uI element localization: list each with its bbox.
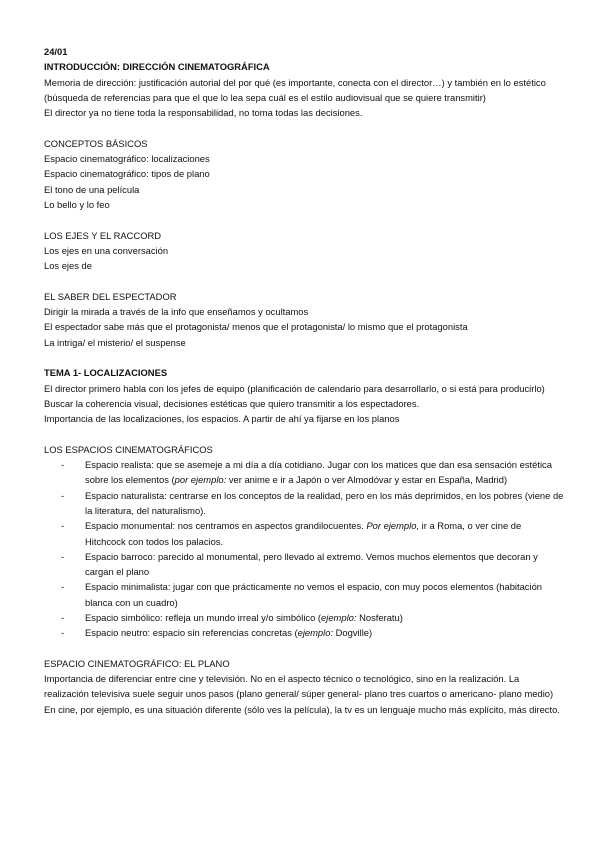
list-dash: - (61, 550, 65, 562)
plano-paragraph: Importancia de diferenciar entre cine y televisión. No en el aspecto técnico o tecnológico, sino en la realización. La realización televisiva suele seguir unos pasos (plano general/ súper general- plano tres cuartos o americano- plano medio) En cine, por ejemplo, es una situación diferente (sólo ves la película), la tv es un lenguaje mucho más explícito, más directo. (44, 673, 560, 715)
list-dash: - (61, 627, 65, 639)
espectador-heading: EL SABER DEL ESPECTADOR (44, 290, 177, 302)
espacio-neutro-text-end: Dogville) (333, 627, 373, 639)
espacios-list (44, 457, 564, 641)
espacio-monumental-text-end: ir a Roma, o ver cine de Hitchcock con todos los palacios. (85, 520, 522, 547)
espectador-item: El espectador sabe más que el protagonista/ menos que el protagonista/ lo mismo que el protagonista (44, 321, 468, 333)
date-heading: 24/01 (44, 46, 68, 57)
espectador-item: Dirigir la mirada a través de la info que enseñamos y ocultamos (44, 306, 309, 318)
espacio-minimalista-text: Espacio minimalista: jugar con que prácticamente no vemos el espacio, con muy pocos elementos (habitación blanca con un cuadro) (85, 581, 543, 608)
list-dash: - (61, 581, 65, 593)
list-dash: - (61, 520, 65, 532)
espacio-simbolico-text-end: Nosferatu) (356, 611, 403, 623)
conceptos-item: Espacio cinematográfico: tipos de plano (44, 168, 210, 180)
espacio-realista-item (44, 457, 564, 488)
intro-director-paragraph: El director ya no tiene toda la responsabilidad, no toma todas las decisiones. (44, 107, 363, 119)
example-label: ejemplo: (297, 627, 334, 639)
conceptos-item: Lo bello y lo feo (44, 198, 110, 210)
spacer (44, 120, 564, 135)
espacio-neutro-text: Espacio neutro: espacio sin referencias concretas ( (85, 627, 298, 639)
espacio-barroco-text: Espacio barroco: parecido al monumental, pero llevado al extremo. Vemos muchos elementos que decoran y cargan el plano (85, 550, 538, 578)
espacio-simbolico-text: Espacio simbólico: refleja un mundo irreal y/o simbólico ( (85, 611, 322, 623)
espacio-naturalista-text: Espacio naturalista: centrarse en los conceptos de la realidad, pero en los más deprimidos, en los pobres (viene de la literatura, del naturalismo). (85, 489, 564, 516)
ejes-item: Los ejes de (44, 260, 92, 272)
ejes-heading: LOS EJES Y EL RACCORD (44, 229, 162, 241)
conceptos-item: El tono de una película (44, 183, 140, 195)
intro-memoria-paragraph: Memoria de dirección: justificación autorial del por qué (es importante, conecta con el director…) y también en lo estético (búsqueda de referencias para que el que lo lea sepa cuál es el estilo audiovisual que se quiere transmitir) (44, 76, 546, 103)
tema1-paragraph: Buscar la coherencia visual, decisiones estéticas que quiero transmitir a los espectadores. (44, 397, 420, 409)
list-dash: - (61, 489, 65, 501)
list-dash: - (61, 611, 65, 623)
espacio-realista-text: Espacio realista: que se asemeje a mi día a día cotidiano. Jugar con los matices que dan esa sensación estética sobre los elementos ( (85, 459, 552, 486)
tema1-title: TEMA 1- LOCALIZACIONES (44, 367, 168, 379)
espectador-item: La intriga/ el misterio/ el suspense (44, 336, 186, 348)
intro-title: INTRODUCCIÓN: DIRECCIÓN CINEMATOGRÁFICA (44, 61, 270, 73)
espacio-neutro-item (44, 625, 564, 640)
example-label: por ejemplo: (174, 474, 227, 486)
plano-heading: ESPACIO CINEMATOGRÁFICO: EL PLANO (44, 657, 230, 669)
ejes-item: Los ejes en una conversación (44, 244, 169, 256)
conceptos-item: Espacio cinematográfico: localizaciones (44, 153, 210, 165)
espacio-monumental-item (44, 518, 564, 549)
espacio-minimalista-item (44, 579, 564, 610)
espacio-naturalista-item (44, 488, 564, 519)
spacer (44, 212, 564, 227)
conceptos-heading: CONCEPTOS BÁSICOS (44, 137, 148, 149)
spacer (44, 350, 564, 365)
list-dash: - (61, 459, 65, 471)
espacio-monumental-text: Espacio monumental: nos centramos en aspectos grandilocuentes. (85, 520, 367, 532)
espacio-barroco-item (44, 549, 564, 580)
espacio-simbolico-item (44, 610, 564, 625)
spacer (44, 426, 564, 441)
spacer (44, 641, 564, 656)
tema1-paragraph: El director primero habla con los jefes de equipo (planificación de calendario para desarrollarlo, o si está para producirlo) (44, 382, 545, 394)
document-page (44, 44, 564, 717)
espacios-heading: LOS ESPACIOS CINEMATOGRÁFICOS (44, 443, 213, 455)
espacio-realista-text-end: ver anime e ir a Japón o ver Almodóvar y estar en España, Madrid) (226, 474, 508, 486)
example-label: ejemplo: (321, 611, 357, 623)
example-label: Por ejemplo, (366, 520, 420, 532)
tema1-paragraph: Importancia de las localizaciones, los espacios. A partir de ahí ya fijarse en los planos (44, 413, 400, 425)
spacer (44, 273, 564, 288)
